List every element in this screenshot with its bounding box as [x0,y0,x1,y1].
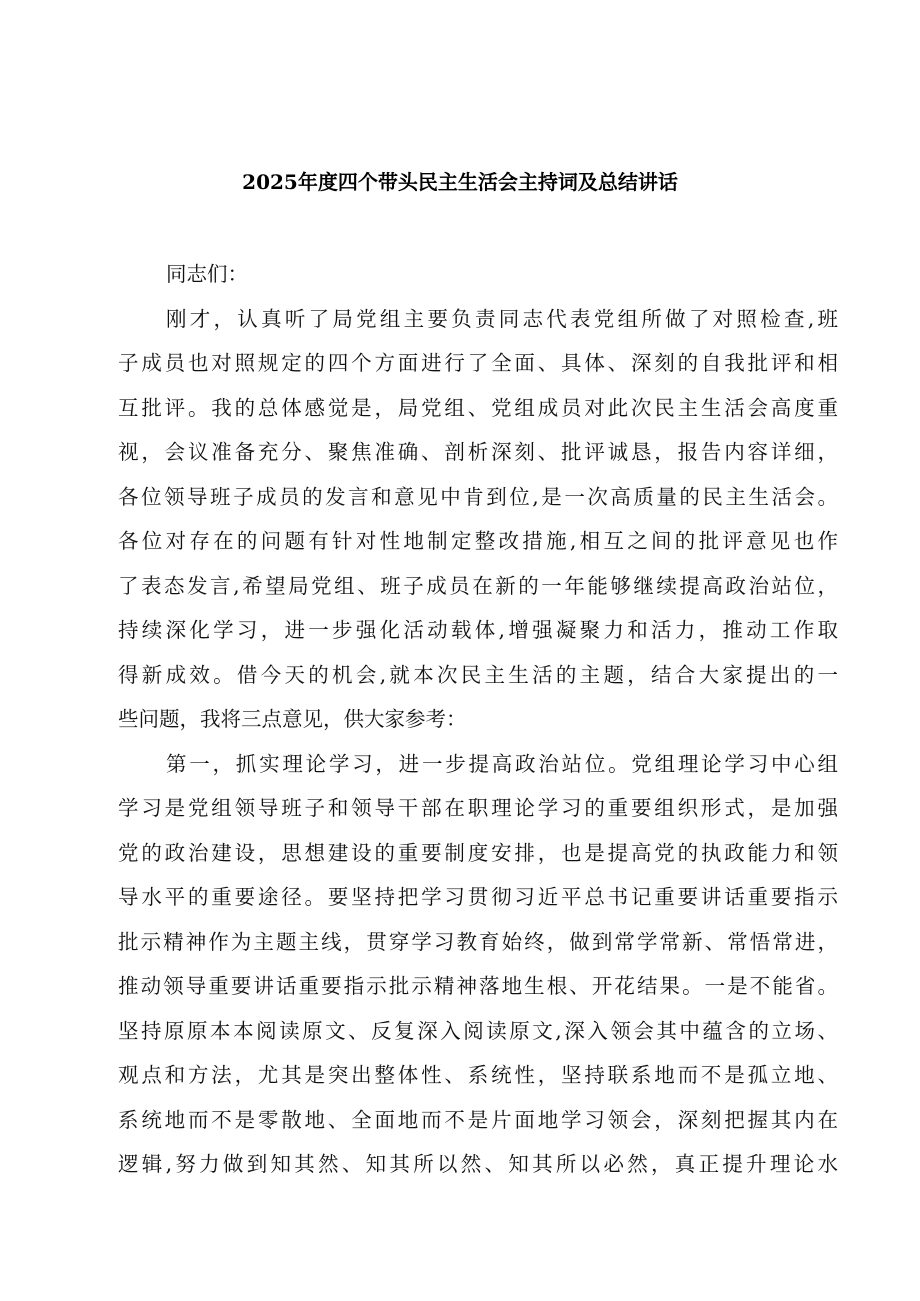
paragraph-line: 党的政治建设，思想建设的重要制度安排，也是提高党的执政能力和领 [118,840,838,865]
paragraph-line: 系统地而不是零散地、全面地而不是片面地学习领会，深刻把握其内在 [118,1107,838,1132]
paragraph-line: 第一，抓实理论学习，进一步提高政治站位。党组理论学习中心组 [166,751,838,776]
paragraph-line: 推动领导重要讲话重要指示批示精神落地生根、开花结果。一是不能省。 [118,974,838,998]
paragraph-line: 持续深化学习，进一步强化活动载体,增强凝聚力和活力，推动工作取 [118,618,838,642]
document-title: 2025年度四个带头民主生活会主持词及总结讲话 [242,170,678,194]
paragraph-2 [118,742,838,1187]
greeting: 同志们： [166,262,248,286]
paragraph-line: 导水平的重要途径。要坚持把学习贯彻习近平总书记重要讲话重要指示 [118,885,838,909]
paragraph-line: 子成员也对照规定的四个方面进行了全面、具体、深刻的自我批评和相 [118,351,838,375]
paragraph-line: 各位对存在的问题有针对性地制定整改措施,相互之间的批评意见也作 [118,529,838,553]
paragraph-line: 得新成效。借今天的机会,就本次民主生活的主题，结合大家提出的一 [118,662,838,687]
paragraph-line: 学习是党组领导班子和领导干部在职理论学习的重要组织形式，是加强 [118,796,838,820]
paragraph-line: 些问题，我将三点意见，供大家参考： [118,707,467,731]
paragraph-line: 互批评。我的总体感觉是，局党组、党组成员对此次民主生活会高度重 [118,395,838,420]
document-body [118,252,838,1187]
paragraph-line: 观点和方法，尤其是突出整体性、系统性，坚持联系地而不是孤立地、 [118,1063,838,1087]
paragraph-line: 批示精神作为主题主线，贯穿学习教育始终，做到常学常新、常悟常进， [118,929,838,954]
paragraph-1 [118,297,838,742]
paragraph-line: 了表态发言,希望局党组、班子成员在新的一年能够继续提高政治站位， [118,573,838,598]
paragraph-line: 逻辑,努力做到知其然、知其所以然、知其所以必然，真正提升理论水 [118,1152,838,1176]
paragraph-line: 坚持原原本本阅读原文、反复深入阅读原文,深入领会其中蕴含的立场、 [118,1018,838,1043]
paragraph-line: 刚才，认真听了局党组主要负责同志代表党组所做了对照检查,班 [166,306,838,331]
paragraph-line: 视，会议准备充分、聚焦准确、剖析深刻、批评诚恳，报告内容详细， [118,440,838,464]
paragraph-line: 各位领导班子成员的发言和意见中肯到位,是一次高质量的民主生活会。 [118,484,838,509]
